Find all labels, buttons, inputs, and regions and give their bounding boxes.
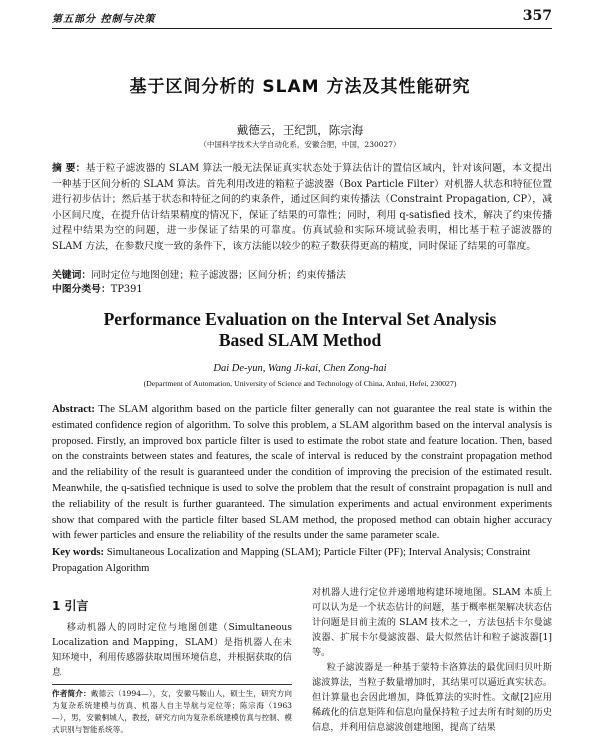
chinese-classification bbox=[52, 282, 552, 297]
classification-label: 中图分类号： bbox=[52, 284, 111, 295]
running-head-section: 第五部分 控制与决策 bbox=[52, 14, 156, 25]
footnote-text: 戴德云（1994—），女，安徽马鞍山人，硕士生，研究方向为复杂系统建模与仿真、机器人自主导航与定位等；陈宗海（1963—），男，安徽桐城人，教授，研究方向为复杂系统建模仿真与控制、模式识别与智能系统等。 bbox=[52, 689, 292, 734]
body-right-column bbox=[312, 585, 552, 735]
intro-paragraph-left: 移动机器人的同时定位与地图创建（Simultaneous Localization and Mapping，SLAM）是指机器人在未知环境中，利用传感器获取周围环境信息，并根据获取的信息 bbox=[52, 622, 292, 678]
chinese-abstract-label: 摘 要： bbox=[52, 163, 86, 174]
footnote-label: 作者简介： bbox=[52, 689, 91, 698]
body-left-column bbox=[52, 585, 292, 680]
chinese-keywords-text: 同时定位与地图创建；粒子滤波器；区间分析；约束传播法 bbox=[91, 270, 346, 281]
english-keywords-text: Simultaneous Localization and Mapping (SLAM); Particle Filter (PF); Interval Analysis; Constraint Propagation Algorithm bbox=[52, 547, 531, 574]
chinese-abstract-text: 基于粒子滤波器的 SLAM 算法一般无法保证真实状态处于算法估计的置信区域内，针对该问题，本文提出一种基于区间分析的 SLAM 算法。首先利用改进的箱粒子滤波器（Box Particle Filter）对机器人状态和特征位置进行初步估计；然后基于状态和特征之间的约束条件，通过区间约束传播法（Constraint Propagation, CP），减小区间尺度，在提升估计结果精度的情况下，保证了结果的可靠性；同时，利用 q-satisfied 技术，解决了约束传播过程中结果为空的问题，进一步保证了结果的可靠度。仿真试验和实际环境试验表明，相比基于粒子滤波器的 SLAM 方法，在参数尺度一致的条件下，该方法能以较少的粒子数获得更高的精度，同时保证了结果的可靠度。 bbox=[52, 163, 552, 252]
chinese-authors: 戴德云，王纪凯，陈宗海 bbox=[236, 123, 364, 137]
chinese-affiliation: （中国科学技术大学自动化系，安徽合肥，中国，230027） bbox=[199, 140, 401, 149]
page-number: 357 bbox=[522, 8, 552, 24]
section-heading: 1 引言 bbox=[52, 599, 89, 613]
intro-paragraph-right-1: 对机器人进行定位并递增地构建环境地图。SLAM 本质上可以认为是一个状态估计的问题，基于概率框架解决状态估计问题是目前主流的 SLAM 技术之一，方法包括卡尔曼滤波器、扩展卡尔曼滤波器、最大似然估计和粒子滤波器[1]等。 bbox=[312, 587, 552, 658]
author-footnote bbox=[52, 684, 292, 736]
classification-text: TP391 bbox=[110, 284, 143, 295]
chinese-abstract bbox=[52, 161, 552, 255]
english-authors: Dai De-yun, Wang Ji-kai, Chen Zong-hai bbox=[213, 363, 387, 374]
english-title bbox=[0, 309, 600, 351]
chinese-keywords bbox=[52, 268, 552, 283]
english-abstract bbox=[52, 402, 552, 544]
running-head bbox=[52, 8, 552, 29]
intro-paragraph-right-2: 粒子滤波器是一种基于蒙特卡洛算法的最优回归贝叶斯滤波算法，当粒子数量增加时，其结果可以逼近真实状态。但计算量也会因此增加，降低算法的实时性。文献[2]应用稀疏化的信息矩阵和信息向量保持粒子过去所有时刻的历史信息，并利用信息滤波创建地图，提高了结果 bbox=[312, 662, 552, 733]
english-keywords bbox=[52, 545, 552, 576]
english-abstract-text: The SLAM algorithm based on the particle filter generally can not guarantee the real state is within the estimated confidence region of algorithm. To solve this problem, a SLAM algorithm based on the interval analysis is proposed. Firstly, an improved box particle filter is used to estimate the robot state and feature location. Then, based on the constraints between states and features, the scale of interval is reduced by the constraint propagation method and the reliability of the result is guaranteed under the condition of improving the precision of the estimated result. Meanwhile, the q-satisfied technique is used to solve the problem that the result of constraint propagation is null and the reliability of the result is further guaranteed. The simulation experiments and actual environment experiments show that compared with the particle filter based SLAM method, the proposed method can obtain higher accuracy with fewer particles and ensure the reliability of the results under the same parameter scale. bbox=[52, 404, 552, 542]
chinese-keywords-label: 关键词： bbox=[52, 270, 92, 281]
english-affiliation: (Department of Automation, University of Science and Technology of China, Anhui, Hefei, 230027) bbox=[143, 379, 457, 388]
chinese-title: 基于区间分析的 SLAM 方法及其性能研究 bbox=[129, 77, 471, 97]
english-abstract-label: Abstract: bbox=[52, 404, 95, 415]
english-title-line2: Based SLAM Method bbox=[218, 330, 382, 350]
english-title-line1: Performance Evaluation on the Interval Set Analysis bbox=[103, 309, 497, 329]
english-keywords-label: Key words: bbox=[52, 547, 105, 558]
